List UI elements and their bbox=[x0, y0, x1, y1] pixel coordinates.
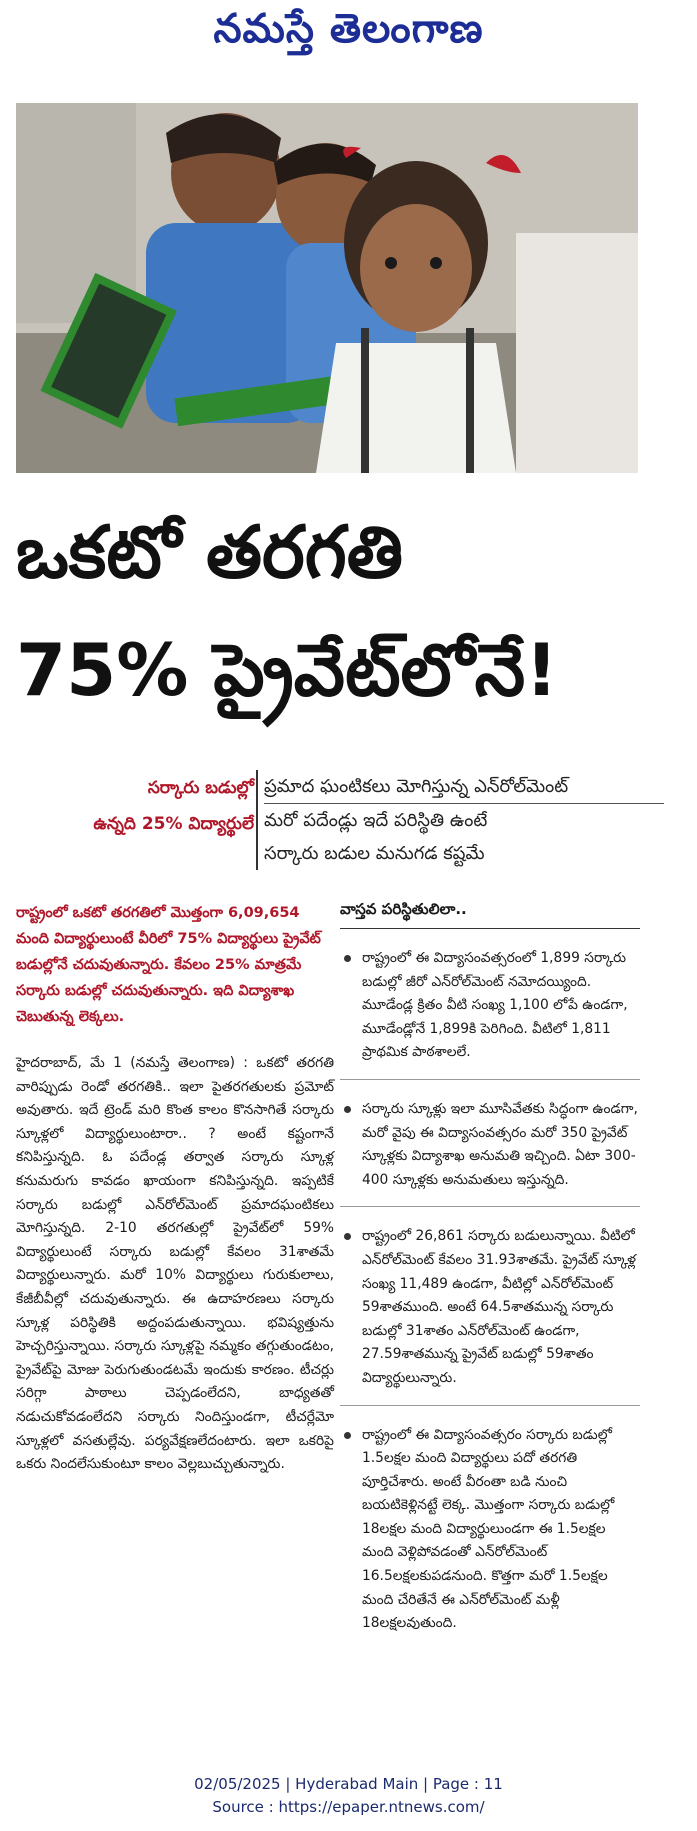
bullet-separator bbox=[340, 1206, 640, 1207]
red-subheading-line-1: సర్కారు బడుల్లో bbox=[147, 778, 254, 798]
bullet-dot-icon bbox=[344, 1233, 351, 1240]
headline-line-2: 75% ప్రైవేట్‌లోనే! bbox=[16, 628, 558, 712]
page-footer bbox=[0, 1773, 697, 1819]
sidebar-bullet-text: రాష్ట్రంలో ఈ విద్యాసంవత్సరంలో 1,899 సర్కారు బడుల్లో జీరో ఎన్‌రోల్‌మెంట్ నమోదయ్యింది. మూడేండ్ల క్రితం వీటి సంఖ్య 1,100 లోపే ఉండగా, మూడేండ్లోనే 1,899కి పెరిగింది. వీటిలో 1,811 ప్రాథమిక పాఠశాలలే. bbox=[362, 950, 628, 1061]
subheading-line-1: ప్రమాద ఘంటికలు మోగిస్తున్న ఎన్‌రోల్‌మెంట్ bbox=[264, 776, 569, 797]
bullet-dot-icon bbox=[344, 955, 351, 962]
sidebar-bullet-1 bbox=[340, 947, 640, 1065]
sidebar-bullet-4 bbox=[340, 1424, 640, 1636]
vertical-divider bbox=[256, 770, 258, 870]
lead-paragraph: రాష్ట్రంలో ఒకటో తరగతిలో మొత్తంగా 6,09,654 మంది విద్యార్థులుంటే వీరిలో 75% విద్యార్థులు ప్రైవేట్ బడుల్లోనే చదువుతున్నారు. కేవలం 25% మాత్రమే సర్కారు బడుల్లో చదువుతున్నారు. ఇది విద్యాశాఖ చెబుతున్న లెక్కలు. bbox=[16, 905, 321, 1025]
subheading-block bbox=[264, 770, 664, 870]
red-subheading bbox=[14, 770, 254, 842]
sidebar-column bbox=[340, 900, 640, 1636]
children-photo-illustration bbox=[16, 103, 638, 473]
headline-line-1: ఒకటో తరగతి bbox=[16, 510, 404, 594]
sidebar-bullet-2 bbox=[340, 1098, 640, 1192]
footer-source-link[interactable]: Source : https://epaper.ntnews.com/ bbox=[212, 1798, 485, 1816]
bullet-dot-icon bbox=[344, 1106, 351, 1113]
red-subheading-line-2: ఉన్నది 25% విద్యార్థులే bbox=[93, 814, 254, 834]
sidebar-bullet-text: సర్కారు స్కూళ్లు ఇలా మూసివేతకు సిద్ధంగా ఉండగా, మరో వైపు ఈ విద్యాసంవత్సరం మరో 350 ప్రైవేట్ స్కూళ్లకు విద్యాశాఖ అనుమతి ఇచ్చింది. ఏటా 300-400 స్కూళ్లకు అనుమతులు ఇస్తున్నది. bbox=[362, 1100, 638, 1188]
sidebar-bullet-3 bbox=[340, 1225, 640, 1390]
footer-date-edition: 02/05/2025 | Hyderabad Main | Page : 11 bbox=[194, 1775, 503, 1793]
bullet-separator bbox=[340, 1405, 640, 1406]
body-text: హైదరాబాద్, మే 1 (నమస్తే తెలంగాణ) : ఒకటో తరగతి వారిప్పుడు రెండో తరగతికి.. ఇలా పైతరగతులకు ప్రమోట్ అవుతారు. ఇదే ట్రెండ్ మరి కొంత కాలం కొనసాగితే సర్కారు స్కూళ్లలో విద్యార్థులుంటారా.. ? అంటే కష్టంగానే కనిపిస్తున్నది. ఓ పదేండ్ల తర్వాత సర్కారు స్కూళ్ల కనుమరుగు కావడం ఖాయంగా కనిపిస్తున్నది. ఇప్పటికే సర్కారు బడుల్లో ఎన్‌రోల్‌మెంట్ ప్రమాదఘంటికలు మోగిస్తున్నది. 2-10 తరగతుల్లో ప్రైవేట్‌లో 59% విద్యార్థులుంటే సర్కారు బడుల్లో కేవలం 31శాతమే విద్యార్థులున్నారు. మరో 10% విద్యార్థులు గురుకులాలు, కేజీబీవీల్లో చదువుతున్నారు. ఈ ఉదాహరణలు సర్కారు స్కూళ్ల పరిస్థితికి అద్దంపడుతున్నాయి. భవిష్యత్తును హెచ్చరిస్తున్నాయి. సర్కారు స్కూళ్లపై నమ్మకం తగ్గుతుండటం, ప్రైవేట్‌పై మోజు పెరుగుతుండటమే ఇందుకు కారణం. టీచర్లు సరిగ్గా పాఠాలు చెప్పడంలేదని, బాధ్యతతో నడుచుకోవడంలేదని సర్కారు నిందిస్తుండగా, టీచర్లేమో స్కూళ్లలో వసతుల్లేవు. పర్యవేక్షణలేదంటారు. ఇలా ఒకరిపై ఒకరు నిందలేసుకుంటూ కాలం వెల్లబుచ్చుతున్నారు. bbox=[16, 1055, 334, 1473]
bullet-separator bbox=[340, 1079, 640, 1080]
subheading-line-3: సర్కారు బడుల మనుగడ కష్టమే bbox=[264, 843, 485, 864]
sidebar-heading: వాస్తవ పరిస్థితులిలా.. bbox=[340, 900, 640, 929]
bullet-dot-icon bbox=[344, 1432, 351, 1439]
main-article-column bbox=[16, 900, 334, 1477]
subheading-line-2: మరో పదేండ్లు ఇదే పరిస్థితి ఉంటే bbox=[264, 810, 488, 831]
newspaper-logo: నమస్తే తెలంగాణ bbox=[213, 6, 484, 52]
sidebar-bullet-text: రాష్ట్రంలో 26,861 సర్కారు బడులున్నాయి. వీటిలో ఎన్‌రోల్‌మెంట్ కేవలం 31.93శాతమే. ప్రైవేట్ స్కూళ్ల సంఖ్య 11,489 ఉండగా, వీటిల్లో ఎన్‌రోల్‌మెంట్ 59శాతముంది. అంటే 64.5శాతమున్న సర్కారు బడుల్లో 31శాతం ఎన్‌రోల్‌మెంట్ ఉండగా, 27.59శాతమున్న ప్రైవేట్ బడుల్లో 59శాతం విద్యార్థులున్నారు. bbox=[362, 1228, 636, 1386]
article-photo bbox=[16, 103, 638, 473]
sidebar-bullet-text: రాష్ట్రంలో ఈ విద్యాసంవత్సరం సర్కారు బడుల్లో 1.5లక్షల మంది విద్యార్థులు పదో తరగతి పూర్తిచేశారు. అంటే వీరంతా బడి నుంచి బయటికెళ్లినట్టే లెక్క. మొత్తంగా సర్కారు బడుల్లో 18లక్షల మంది విద్యార్థులుండగా ఈ 1.5లక్షల మంది వెళ్లిపోవడంతో ఎన్‌రోల్‌మెంట్ 16.5లక్షలకుపడనుంది. కొత్తగా మరో 1.5లక్షల మంది చేరితేనే ఈ ఎన్‌రోల్‌మెంట్ మళ్లీ 18లక్షలవుతుంది. bbox=[362, 1426, 615, 1632]
masthead bbox=[0, 0, 697, 86]
